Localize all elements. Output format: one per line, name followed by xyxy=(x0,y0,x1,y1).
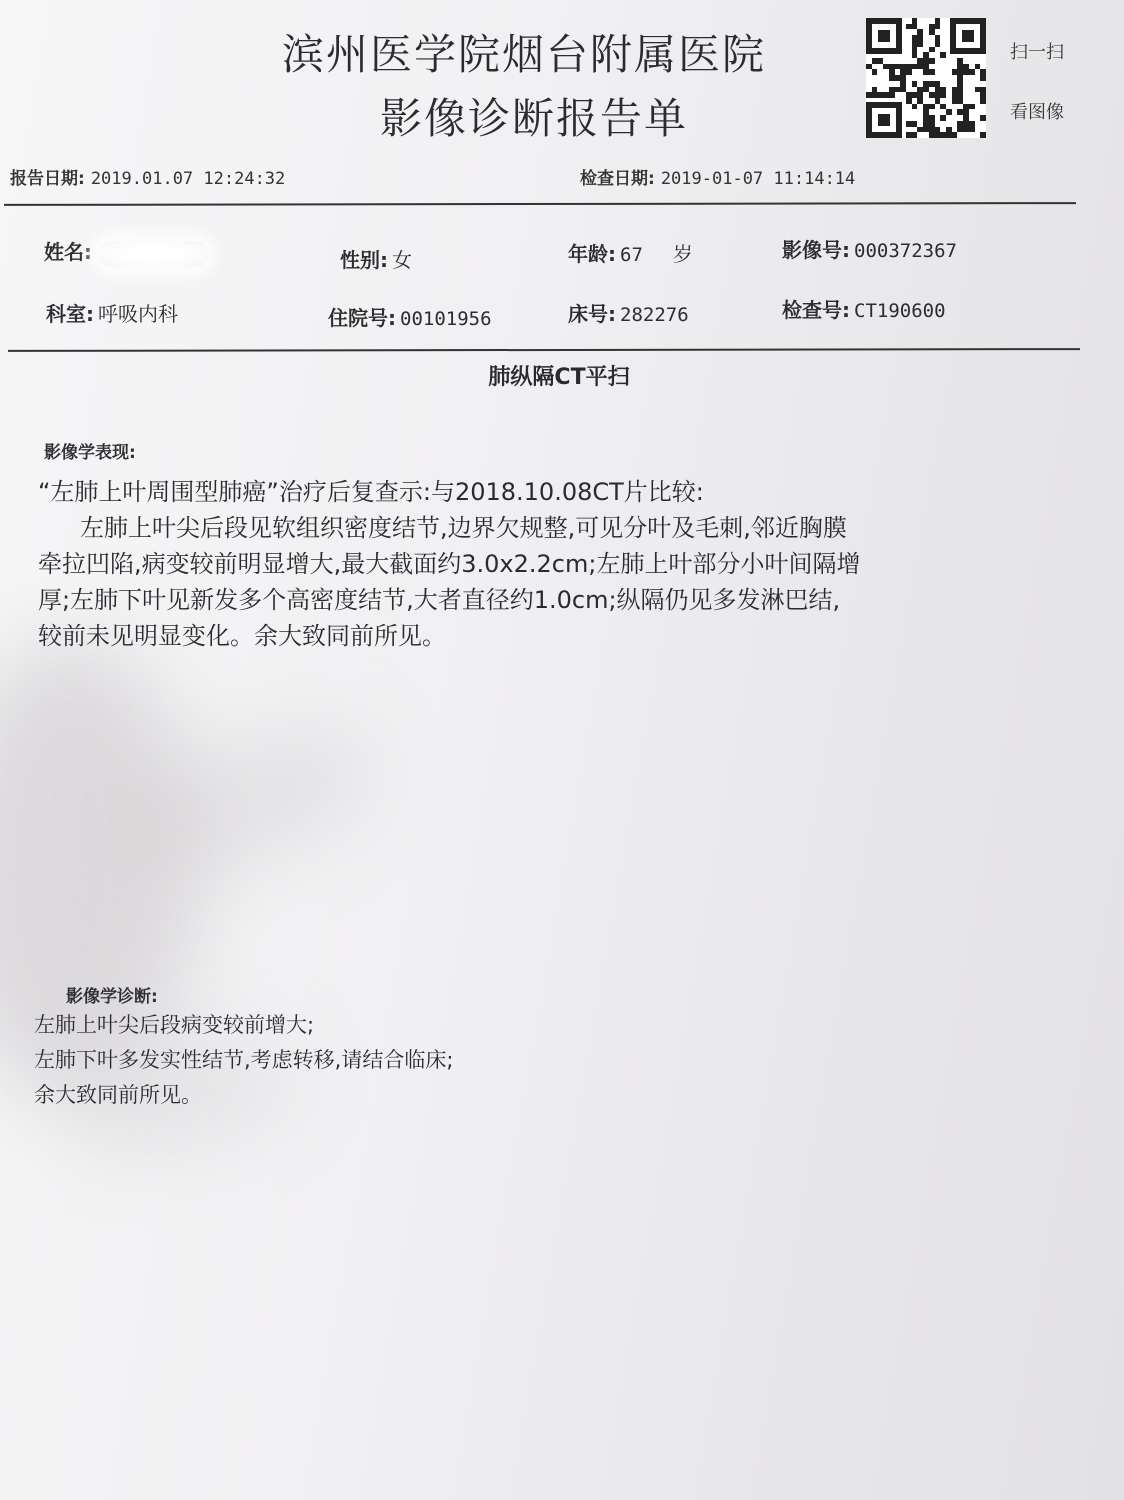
image-number-label: 影像号: xyxy=(782,238,850,262)
diagnosis-label: 影像学诊断: xyxy=(66,987,158,1007)
bed-number-label: 床号: xyxy=(568,302,616,326)
exam-number xyxy=(782,294,946,323)
qr-caption-view-images: 看图像 xyxy=(1010,102,1064,123)
findings-line: 左肺上叶尖后段见软组织密度结节,边界欠规整,可见分叶及毛刺,邻近胸膜 xyxy=(80,514,847,542)
patient-age xyxy=(568,238,693,267)
exam-number-value: CT190600 xyxy=(854,300,946,322)
bed-number-value: 282276 xyxy=(620,304,689,326)
gender-value: 女 xyxy=(392,248,412,272)
diagnosis-line: 余大致同前所见。 xyxy=(34,1083,202,1107)
patient-name xyxy=(44,236,208,267)
qr-caption-scan: 扫一扫 xyxy=(1010,42,1064,63)
inpatient-number-label: 住院号: xyxy=(328,306,396,330)
findings-label: 影像学表现: xyxy=(44,443,136,463)
department-label: 科室: xyxy=(46,302,94,326)
qr-finder-mark xyxy=(950,18,986,54)
qr-code-icon[interactable] xyxy=(866,18,986,138)
hospital-name: 滨州医学院烟台附属医院 xyxy=(281,30,766,79)
exam-number-label: 检查号: xyxy=(782,298,850,322)
findings-line: 厚;左肺下叶见新发多个高密度结节,大者直径约1.0cm;纵隔仍见多发淋巴结, xyxy=(38,586,841,614)
age-label: 年龄: xyxy=(568,242,616,266)
patient-gender xyxy=(340,244,412,273)
findings-intro: “左肺上叶周围型肺癌”治疗后复查示:与2018.10.08CT片比较: xyxy=(38,478,704,506)
department xyxy=(46,298,178,327)
diagnosis-line: 左肺上叶尖后段病变较前增大; xyxy=(34,1013,315,1037)
findings-line: 较前未见明显变化。余大致同前所见。 xyxy=(38,622,446,650)
exam-date-label: 检查日期: xyxy=(580,169,655,189)
age-unit: 岁 xyxy=(672,242,693,266)
diagnosis-text xyxy=(34,1008,453,1113)
report-date-label: 报告日期: xyxy=(10,169,85,189)
divider-middle xyxy=(8,348,1080,352)
bed-number xyxy=(568,298,689,327)
patient-name-label: 姓名: xyxy=(44,240,92,264)
report-date xyxy=(10,164,285,189)
exam-title: 肺纵隔CT平扫 xyxy=(488,365,630,390)
age-value: 67 xyxy=(620,244,643,266)
inpatient-number-value: 00101956 xyxy=(400,308,492,330)
report-title: 影像诊断报告单 xyxy=(379,94,688,143)
redacted-name-blur xyxy=(98,241,208,267)
report-date-value: 2019.01.07 12:24:32 xyxy=(90,169,286,189)
department-value: 呼吸内科 xyxy=(98,302,178,326)
qr-finder-mark xyxy=(866,102,902,138)
qr-finder-mark xyxy=(866,18,902,54)
divider-top xyxy=(4,202,1076,206)
exam-date xyxy=(580,164,855,189)
findings-text xyxy=(38,474,1038,654)
exam-date-value: 2019-01-07 11:14:14 xyxy=(660,169,856,189)
findings-line: 牵拉凹陷,病变较前明显增大,最大截面约3.0x2.2cm;左肺上叶部分小叶间隔增 xyxy=(38,550,861,578)
gender-label: 性别: xyxy=(340,248,388,272)
qr-module xyxy=(980,132,986,138)
inpatient-number xyxy=(328,302,492,331)
diagnosis-line: 左肺下叶多发实性结节,考虑转移,请结合临床; xyxy=(34,1048,454,1072)
image-number xyxy=(782,234,957,263)
image-number-value: 000372367 xyxy=(854,240,957,262)
